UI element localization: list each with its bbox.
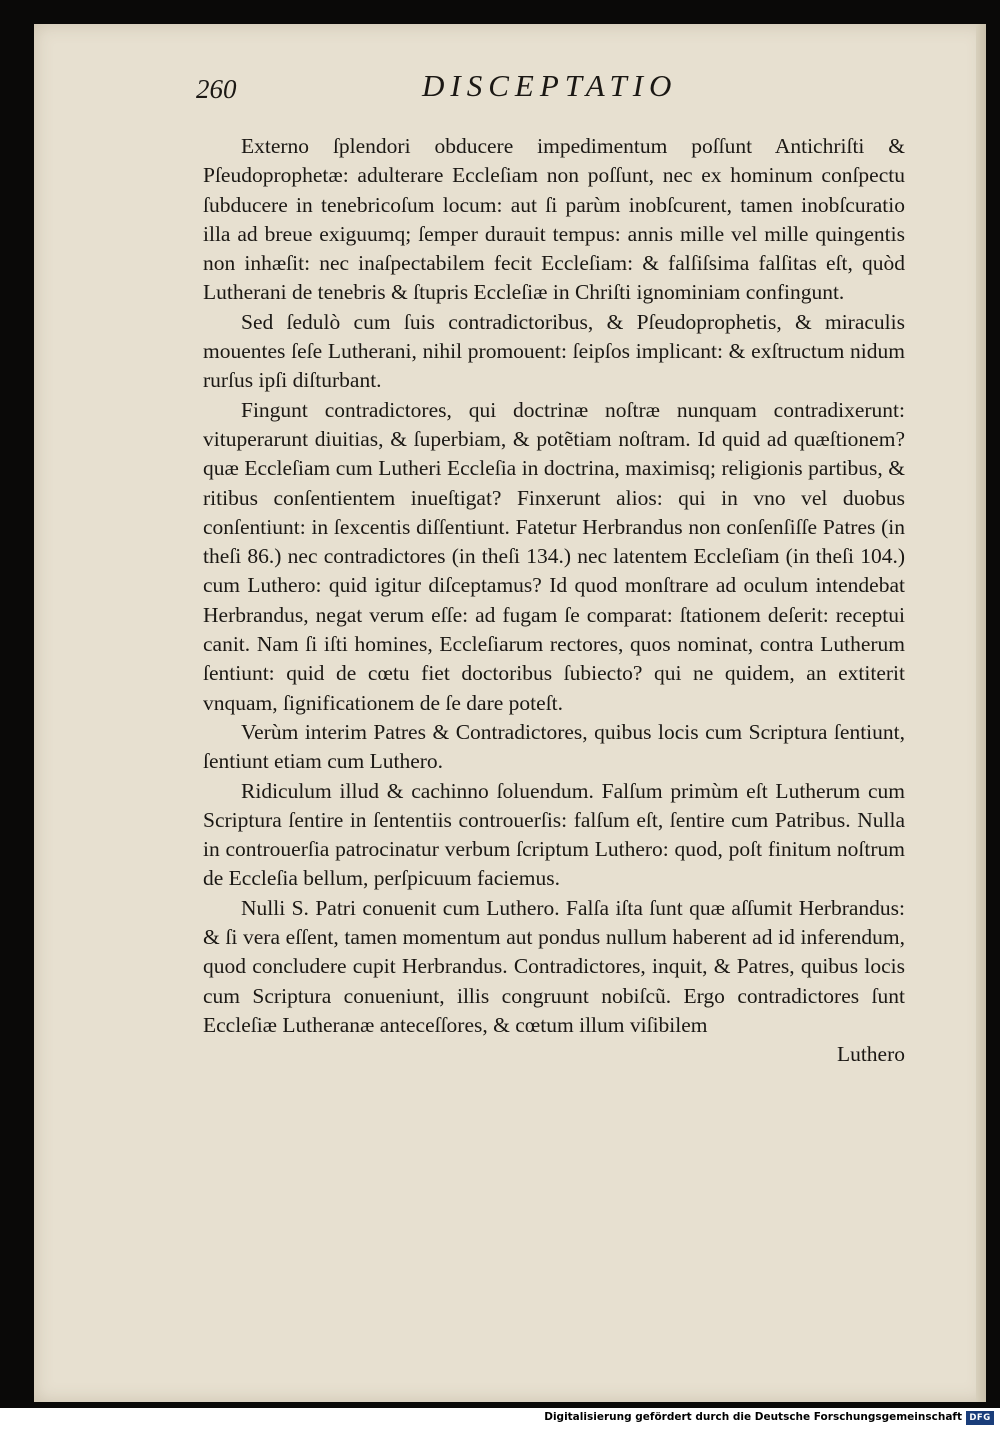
page-header xyxy=(196,68,944,108)
running-title: DISCEPTATIO xyxy=(422,68,678,103)
paragraph-3: Fingunt contradictores, qui doctrinæ noſtræ nunquam contradixerunt: vituperarunt diuitias, & ſuperbiam, & potẽtiam noſtram. Id quid ad quæſtionem? quæ Eccleſiam cum Lutheri Eccleſia in doctrina, maximisq; religionis partibus, & ritibus conſentientem inueſtigat? Finxerunt alios: qui in vno vel duobus conſentiunt: in ſexcentis diſſentiunt. Fatetur Herbrandus non conſenſiſſe Patres (in theſi 86.) nec contradictores (in theſi 134.) nec latentem Eccleſiam (in theſi 104.) cum Luthero: quid igitur diſceptamus? Id quod monſtrare ad oculum intendebat Herbrandus, negat verum eſſe: ad fugam ſe comparat: ſtationem deſerit: receptui canit. Nam ſi iſti homines, Eccleſiarum rectores, quos nominat, contra Lutherum ſentiunt: quid de cœtu fiet doctoribus ſubiecto? qui ne quidem, an extiterit vnquam, ſignificationem de ſe dare poteſt. xyxy=(203,397,905,715)
paragraph-2: Sed ſedulò cum ſuis contradictoribus, & Pſeudoprophetis, & miraculis mouentes ſeſe Lutherani, nihil promouent: ſeipſos implicant: & exſtructum nidum rurſus ipſi diſturbant. xyxy=(203,309,905,393)
body-text xyxy=(203,132,905,1070)
paragraph-5: Ridiculum illud & cachinno ſoluendum. Falſum primùm eſt Lutherum cum Scriptura ſentire in ſententiis controuerſis: falſum eſt, ſentire cum Patribus. Nulla in controuerſia patrocinatur verbum ſcriptum Luthero: quod, poſt finitum noſtrum de Eccleſia bellum, perſpicuum faciemus. xyxy=(203,778,905,891)
catchword: Luthero xyxy=(836,1042,905,1067)
paragraph-4: Verùm interim Patres & Contradictores, quibus locis cum Scriptura ſentiunt, ſentiunt etiam cum Luthero. xyxy=(203,719,905,774)
funding-credit: Digitalisierung gefördert durch die Deutsche Forschungsgemeinschaft xyxy=(544,1411,962,1423)
dfg-logo-icon: DFG xyxy=(966,1411,994,1425)
page-edge xyxy=(976,24,986,1402)
paragraph-6: Nulli S. Patri conuenit cum Luthero. Falſa iſta ſunt quæ aſſumit Herbrandus: & ſi vera eſſent, tamen momentum aut pondus nullum haberent ad id inferendum, quod concludere cupit Herbrandus. Contradictores, inquit, & Patres, quibus locis cum Scriptura conueniunt, illis congruunt nobiſcũ. Ergo contradictores ſunt Eccleſiæ Lutheranæ anteceſſores, & cœtum illum viſibilem xyxy=(203,895,905,1037)
page-number: 260 xyxy=(196,74,237,104)
footer-bar xyxy=(0,1408,1000,1429)
paragraph-1: Externo ſplendori obducere impedimentum poſſunt Antichriſti & Pſeudoprophetæ: adulterare Eccleſiam non poſſunt, nec ex hominum conſpectu ſubducere in tenebricoſum locum: aut ſi parùm inobſcurent, tamen inobſcuratio illa ad breue exiguumq; ſemper durauit tempus: annis mille vel mille quingentis non inhæſit: nec inaſpectabilem fecit Eccleſiam: & falſiſsima falſitas eſt, quòd Lutherani de tenebris & ſtupris Eccleſiæ in Chriſti ignominiam confingunt. xyxy=(203,134,905,305)
